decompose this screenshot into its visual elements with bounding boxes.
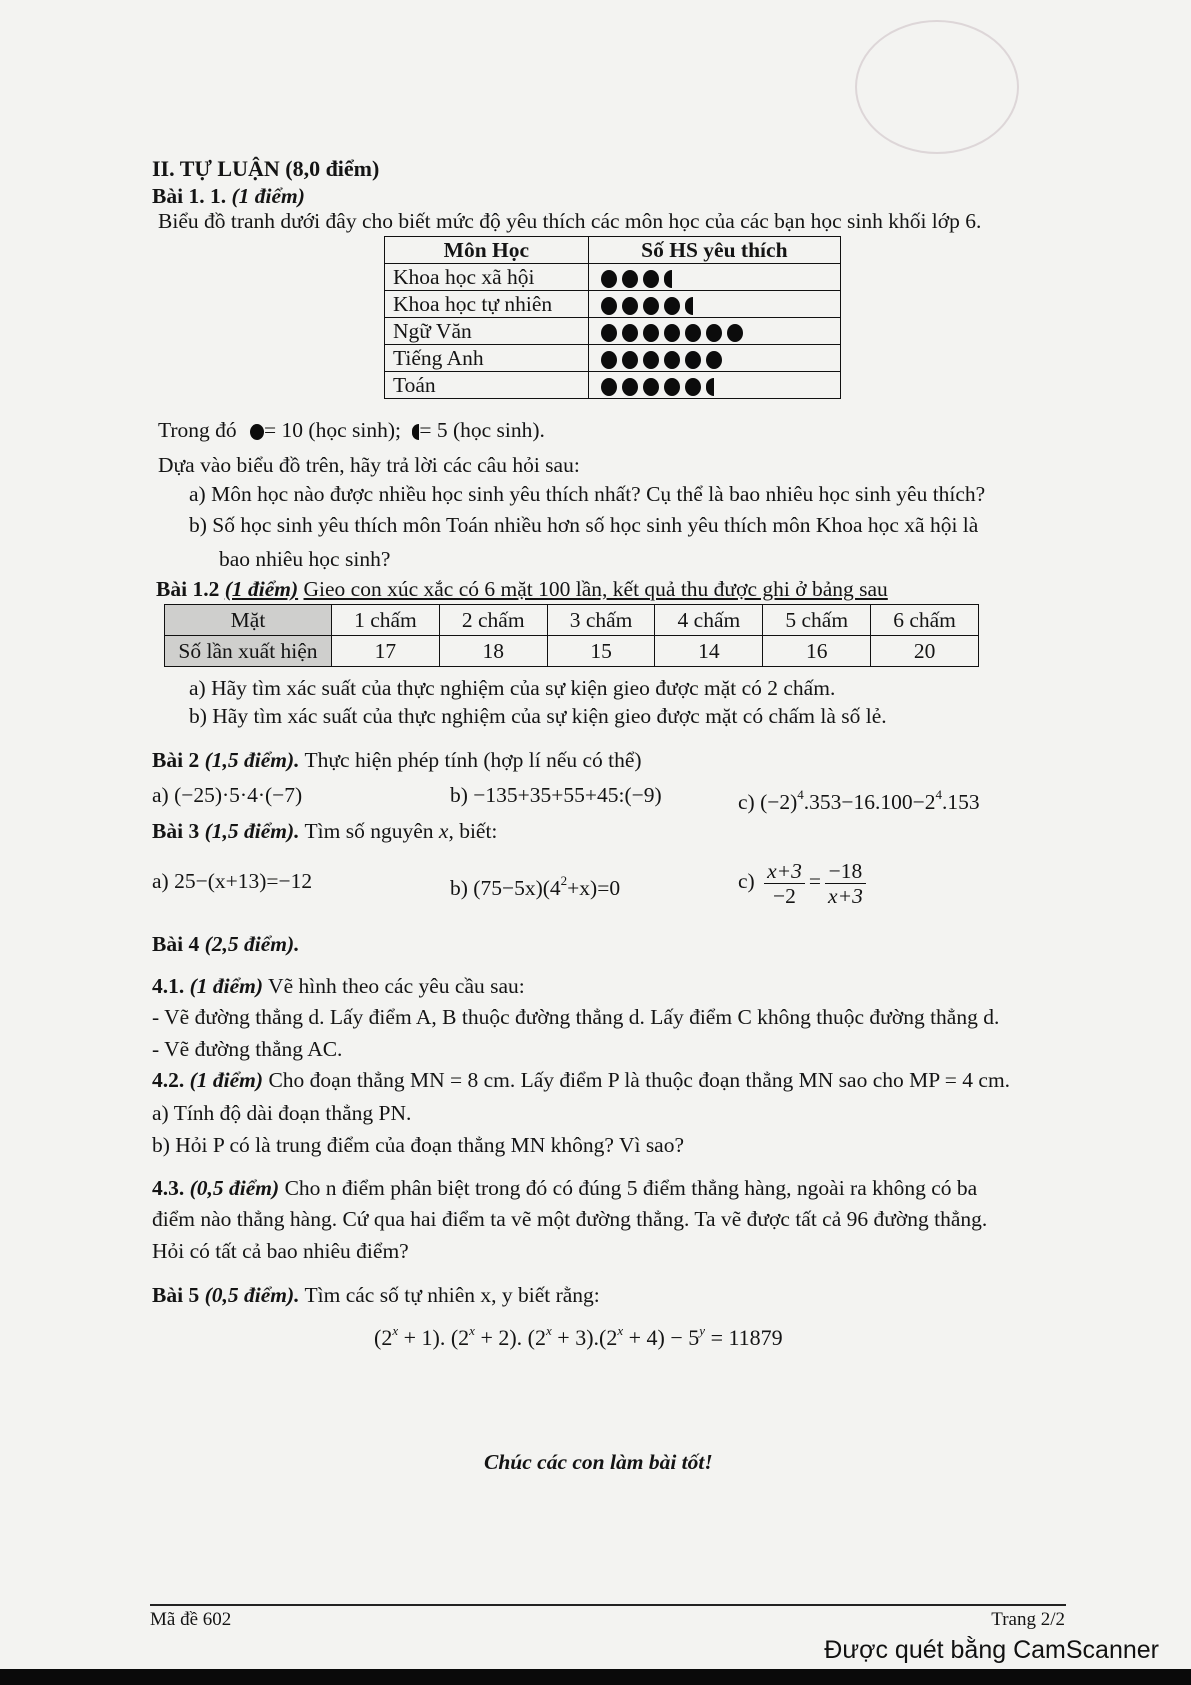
intro: Tìm số nguyên [304,819,439,843]
count-cell: 15 [547,636,655,667]
legend-prefix: Trong đó [158,418,237,442]
section-title: II. TỰ LUẬN (8,0 điểm) [152,156,380,181]
p41 [152,973,525,999]
bai12-question-a: a) Hãy tìm xác suất của thực nghiệm của sự kiện gieo được mặt có 2 chấm. [189,676,836,700]
count-cell: 14 [655,636,763,667]
label: a) [152,869,169,893]
icons-cell [588,264,840,291]
intro: Gieo con xúc xắc có 6 mặt 100 lần, kết quả thu được ghi ở bảng sau [303,577,888,601]
full-circle-icon [250,424,264,440]
full-circle-icon [643,351,659,369]
points: (1 điểm) [224,577,299,601]
denominator: x+3 [828,883,863,908]
p42-b: b) Hỏi P có là trung điểm của đoạn thẳng MN không? Vì sao? [152,1133,685,1157]
bai2-b [450,782,662,808]
bai3-c [738,853,870,909]
expr: (−2) [760,790,798,814]
heading: Bài 2 [152,748,200,772]
equation-part: (2 [374,1325,393,1350]
points: (1 điểm) [189,1068,264,1092]
dice-table [164,604,979,667]
p43-line2: điểm nào thẳng hàng. Cứ qua hai điểm ta vẽ một đường thẳng. Ta vẽ được tất cả 96 đường thẳng. [152,1207,988,1231]
points: (1,5 điểm). [204,819,300,843]
subject-cell: Khoa học tự nhiên [385,291,589,318]
expr: .353−16.100−2 [803,790,936,814]
exam-code: Mã đề 602 [150,1609,232,1630]
heading: Bài 4 [152,932,200,956]
full-circle-icon [601,378,617,396]
exp: 4 [935,787,943,802]
expr: +x)=0 [567,876,621,900]
denominator: −2 [773,883,796,908]
face-header: 1 chấm [332,605,440,636]
bai12-heading [156,576,888,602]
expr: −135+35+55+45:(−9) [473,783,662,807]
label: c) [738,869,755,893]
full-circle-icon [643,378,659,396]
p41-line1: - Vẽ đường thẳng d. Lấy điểm A, B thuộc đường thẳng d. Lấy điểm C không thuộc đường thẳng d. [152,1005,1000,1029]
p42-a: a) Tính độ dài đoạn thẳng PN. [152,1101,412,1125]
full-circle-icon [664,378,680,396]
bai5-equation [374,1318,783,1351]
num: 4.2. [152,1068,185,1092]
numerator: x+3 [764,859,805,884]
equation-part: + 4) − 5 [623,1325,700,1350]
p41-line2: - Vẽ đường thẳng AC. [152,1037,343,1061]
p43-line3: Hỏi có tất cả bao nhiêu điểm? [152,1239,409,1263]
equation-part: + 1). (2 [398,1325,470,1350]
bai2-a [152,782,302,808]
legend-full: = 10 (học sinh); [264,418,401,442]
full-circle-icon [622,351,638,369]
exp: 4 [797,787,804,802]
exponent: x [546,1323,552,1338]
bai11-question-b: b) Số học sinh yêu thích môn Toán nhiều hơn số học sinh yêu thích môn Khoa học xã hội là [189,513,979,537]
header-subject: Môn Học [385,237,589,264]
full-circle-icon [706,324,722,342]
label: a) [152,783,169,807]
camscanner-watermark: Được quét bằng CamScanner [824,1636,1159,1664]
footer-divider [150,1604,1066,1606]
legend [158,417,545,443]
exp: 2 [560,873,568,888]
face-header: 2 chấm [439,605,547,636]
numerator: −18 [825,859,866,884]
expr: (−25)·5·4·(−7) [174,783,303,807]
bai2-heading [152,747,642,773]
full-circle-icon [601,324,617,342]
bai11-prompt: Dựa vào biểu đồ trên, hãy trả lời các câu hỏi sau: [158,453,580,477]
icons-cell [588,318,840,345]
count-cell: 20 [871,636,979,667]
face-header: 4 chấm [655,605,763,636]
count-cell: 18 [439,636,547,667]
full-circle-icon [664,351,680,369]
icons-cell [588,345,840,372]
bai3-a [152,868,312,894]
fraction-left [764,859,805,908]
fraction-right [825,859,866,908]
full-circle-icon [727,324,743,342]
header-count: Số HS yêu thích [588,237,840,264]
bai5-heading [152,1282,600,1308]
points: (0,5 điểm). [204,1283,300,1307]
bai11-question-a: a) Môn học nào được nhiều học sinh yêu thích nhất? Cụ thể là bao nhiêu học sinh yêu thích? [189,482,986,506]
exponent: y [699,1323,706,1338]
count-cell: 17 [332,636,440,667]
intro: Tìm các số tự nhiên x, y biết rằng: [304,1283,600,1307]
var: x [438,819,449,843]
intro: , biết: [448,819,498,843]
full-circle-icon [601,297,617,315]
bai3-b [450,868,620,901]
full-circle-icon [622,297,638,315]
heading: Bài 1.2 [156,577,220,601]
icons-cell [588,372,840,399]
faint-stamp [855,20,1019,154]
points: (1 điểm) [189,974,264,998]
full-circle-icon [685,351,701,369]
equation-part: + 2). (2 [474,1325,547,1350]
equation-part: = 11879 [705,1325,783,1350]
full-circle-icon [643,270,659,288]
equation-part: + 3).(2 [551,1325,618,1350]
points: (1 điểm) [231,184,305,208]
legend-half: = 5 (học sinh). [419,418,545,442]
exponent: x [392,1323,399,1338]
subject-cell: Khoa học xã hội [385,264,589,291]
bai11-heading [152,183,305,209]
full-circle-icon [601,270,617,288]
pictograph-row [385,264,841,291]
p42 [152,1067,1010,1093]
full-circle-icon [622,324,638,342]
half-circle-icon [706,378,714,396]
points: (2,5 điểm). [204,932,300,956]
face-header: 3 chấm [547,605,655,636]
text: Cho đoạn thẳng MN = 8 cm. Lấy điểm P là thuộc đoạn thẳng MN sao cho MP = 4 cm. [263,1068,1011,1092]
subject-cell: Toán [385,372,589,399]
count-cell: 16 [763,636,871,667]
label: c) [738,790,755,814]
intro: Thực hiện phép tính (hợp lí nếu có thể) [304,748,642,772]
half-circle-icon [664,270,672,288]
closing-message: Chúc các con làm bài tốt! [484,1450,713,1474]
full-circle-icon [622,378,638,396]
bai2-c [738,782,980,815]
full-circle-icon [622,270,638,288]
pictograph-row [385,318,841,345]
subject-cell: Tiếng Anh [385,345,589,372]
page-number: Trang 2/2 [991,1609,1065,1630]
expr: 25−(x+13)=−12 [174,869,313,893]
pictograph-row [385,372,841,399]
p43 [152,1175,977,1201]
expr: (75−5x)(4 [473,876,561,900]
pictograph-row [385,291,841,318]
row-header-face: Mặt [165,605,332,636]
full-circle-icon [601,351,617,369]
points: (0,5 điểm) [189,1176,280,1200]
pictograph-row [385,345,841,372]
face-header: 5 chấm [763,605,871,636]
full-circle-icon [706,351,722,369]
pictograph-table [384,236,841,399]
face-header: 6 chấm [871,605,979,636]
scan-edge-bar [0,1669,1191,1685]
full-circle-icon [643,324,659,342]
subject-cell: Ngữ Văn [385,318,589,345]
exponent: x [469,1323,475,1338]
label: b) [450,783,468,807]
heading: Bài 3 [152,819,200,843]
num: 4.1. [152,974,185,998]
heading: Bài 5 [152,1283,200,1307]
points: (1,5 điểm). [204,748,300,772]
expr: .153 [942,790,980,814]
bai12-question-b: b) Hãy tìm xác suất của thực nghiệm của sự kiện gieo được mặt có chấm là số lẻ. [189,704,887,728]
full-circle-icon [664,324,680,342]
label: b) [450,876,468,900]
full-circle-icon [685,324,701,342]
icons-cell [588,291,840,318]
num: 4.3. [152,1176,185,1200]
full-circle-icon [643,297,659,315]
bai11-question-b-cont: bao nhiêu học sinh? [219,547,391,571]
text: Vẽ hình theo các yêu cầu sau: [263,974,525,998]
exponent: x [617,1323,624,1338]
text: Cho n điểm phân biệt trong đó có đúng 5 điểm thẳng hàng, ngoài ra không có ba [279,1176,978,1200]
heading: Bài 1. 1. [152,184,227,208]
bai4-heading [152,931,300,957]
full-circle-icon [685,378,701,396]
row-header-count: Số lần xuất hiện [165,636,332,667]
half-circle-icon [685,297,693,315]
bai11-intro: Biểu đồ tranh dưới đây cho biết mức độ yêu thích các môn học của các bạn học sinh khối lớp 6. [158,209,982,233]
full-circle-icon [664,297,680,315]
equals: = [808,869,822,893]
bai3-heading [152,818,497,844]
